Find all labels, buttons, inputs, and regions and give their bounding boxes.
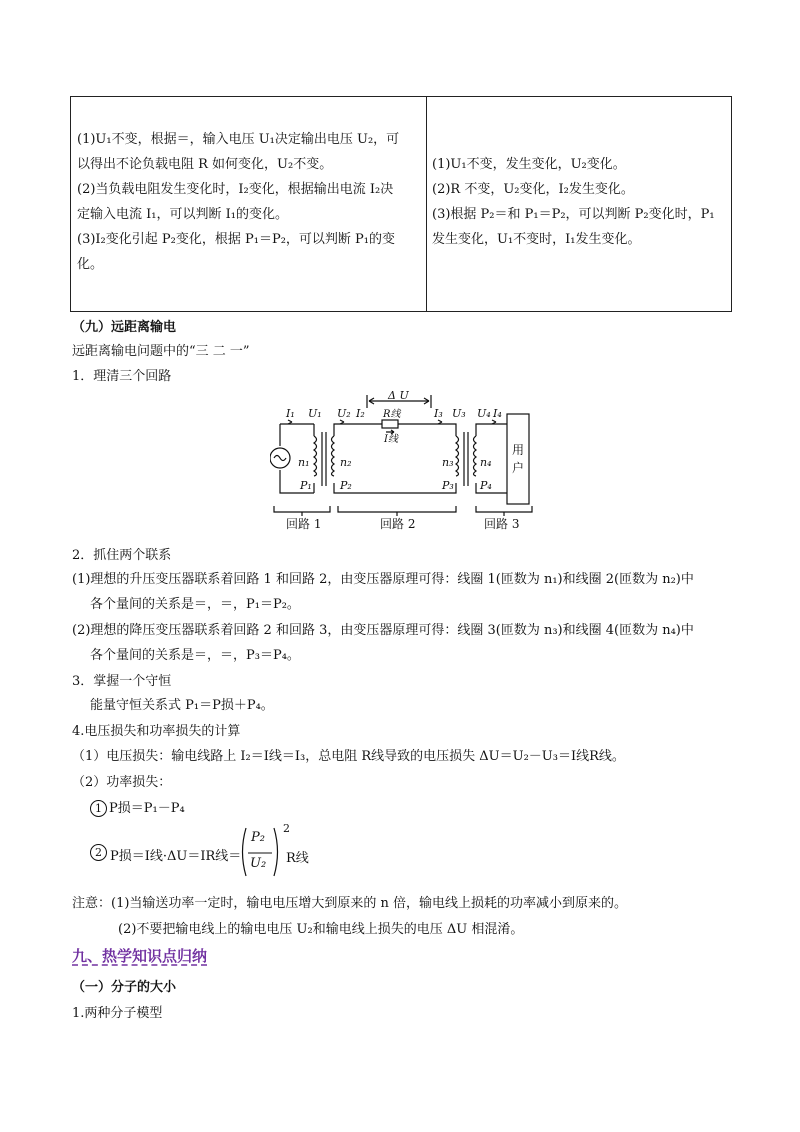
label-I2: I₂ — [356, 407, 365, 420]
label-U4: U₄ — [477, 407, 491, 420]
label-n2: n₂ — [340, 456, 352, 469]
table-left-line: (1)U₁不变，根据＝，输入电压 U₁决定输出电压 U₂，可 — [77, 132, 400, 147]
link-2-line-a: (2)理想的降压变压器联系着回路 2 和回路 3，由变压器原理可得：线圈 3(匝数为 n₃)和线圈 4(匝数为 n₄)中 — [72, 623, 694, 638]
table-left-line: 定输入电流 I₁，可以判断 I₁的变化。 — [77, 207, 288, 222]
label-U3: U₃ — [452, 407, 466, 420]
note-2: (2)不要把输电线上的输电电压 U₂和输电线上损失的电压 ΔU 相混淆。 — [118, 922, 524, 937]
table-right-line: 发生变化，U₁不变时，I₁发生变化。 — [432, 232, 641, 247]
circled-number-1: 1 — [90, 800, 107, 817]
label-I4: I₄ — [493, 407, 502, 420]
label-delta-u: Δ U — [388, 389, 409, 402]
molecule-models-item: 1.两种分子模型 — [72, 1006, 163, 1021]
voltage-loss-text: （1）电压损失：输电线路上 I₂＝I线＝I₃，总电阻 R线导致的电压损失 ΔU＝U₂－U₃＝I线R线。 — [72, 749, 625, 764]
item-heading-4: 4.电压损失和功率损失的计算 — [72, 724, 241, 739]
table-divider — [426, 97, 427, 311]
label-n4: n₄ — [480, 456, 492, 469]
table-right-line: (2)R 不变，U₂变化，I₂发生变化。 — [432, 182, 634, 197]
table-left-line: (3)I₂变化引起 P₂变化，根据 P₁＝P₂，可以判断 P₁的变 — [77, 232, 395, 247]
label-loop-3: 回路 3 — [484, 517, 520, 531]
fraction-numerator: P₂ — [251, 830, 265, 845]
equation-2-right: R线 — [286, 851, 309, 866]
table-left-cell — [77, 127, 399, 277]
note-1: 注意：(1)当输送功率一定时，输电电压增大到原来的 n 倍，输电线上损耗的功率减小到原来的。 — [72, 896, 628, 911]
power-loss-heading: （2）功率损失： — [72, 775, 172, 790]
equation-2-left: P损＝I线·ΔU＝IR线＝ — [110, 849, 242, 864]
table-left-line: 以得出不论负载电阻 R 如何变化，U₂不变。 — [77, 157, 333, 172]
comparison-table — [70, 96, 732, 312]
label-I1: I₁ — [286, 407, 295, 420]
label-loop-2: 回路 2 — [380, 517, 416, 531]
section-heading-remote-transmission: （九）远距离输电 — [72, 320, 177, 335]
label-user-2: 户 — [512, 461, 525, 475]
label-r-line: R线 — [383, 409, 401, 420]
link-2-line-b: 各个量间的关系是＝，＝，P₃＝P₄。 — [90, 648, 300, 663]
user-load-box — [507, 414, 529, 504]
link-1-line-b: 各个量间的关系是＝，＝，P₁＝P₂。 — [90, 597, 300, 612]
table-right-cell — [432, 152, 715, 252]
item-heading-3: 3．掌握一个守恒 — [72, 674, 172, 689]
label-n3: n₃ — [442, 456, 454, 469]
item-heading-2: 2．抓住两个联系 — [72, 548, 172, 563]
transmission-circuit-diagram — [270, 388, 540, 533]
exponent: 2 — [283, 822, 290, 835]
label-user-1: 用 — [512, 443, 525, 457]
line-resistor — [382, 420, 398, 428]
label-loop-1: 回路 1 — [286, 517, 322, 531]
conservation-text: 能量守恒关系式 P₁＝P损＋P₄。 — [90, 698, 274, 713]
label-P3: P₃ — [442, 479, 454, 492]
equation-1-text: P损＝P₁－P₄ — [109, 801, 185, 816]
fraction-denominator: U₂ — [250, 856, 267, 871]
section-heading-thermal: 九、热学知识点归纳 — [72, 947, 208, 965]
label-P4: P₄ — [480, 479, 492, 492]
label-n1: n₁ — [298, 456, 310, 469]
subsection-heading-molecule-size: （一）分子的大小 — [72, 980, 177, 995]
table-right-line: (3)根据 P₂＝和 P₁＝P₂，可以判断 P₂变化时，P₁ — [432, 207, 715, 222]
link-1-line-a: (1)理想的升压变压器联系着回路 1 和回路 2，由变压器原理可得：线圈 1(匝数为 n₁)和线圈 2(匝数为 n₂)中 — [72, 572, 694, 587]
label-P2: P₂ — [340, 479, 352, 492]
item-heading-1: 1．理清三个回路 — [72, 369, 172, 384]
circled-number-2: 2 — [90, 844, 107, 861]
label-U1: U₁ — [308, 407, 322, 420]
label-U2: U₂ — [337, 407, 351, 420]
equation-1 — [90, 797, 185, 817]
table-left-line: 化。 — [77, 257, 104, 272]
label-i-line: I线 — [384, 434, 398, 445]
table-left-line: (2)当负载电阻发生变化时，I₂变化，根据输出电流 I₂决 — [77, 182, 394, 197]
label-P1: P₁ — [300, 479, 312, 492]
intro-text: 远距离输电问题中的“三 二 一” — [72, 344, 250, 359]
label-I3: I₃ — [434, 407, 443, 420]
table-right-line: (1)U₁不变，发生变化，U₂变化。 — [432, 157, 626, 172]
